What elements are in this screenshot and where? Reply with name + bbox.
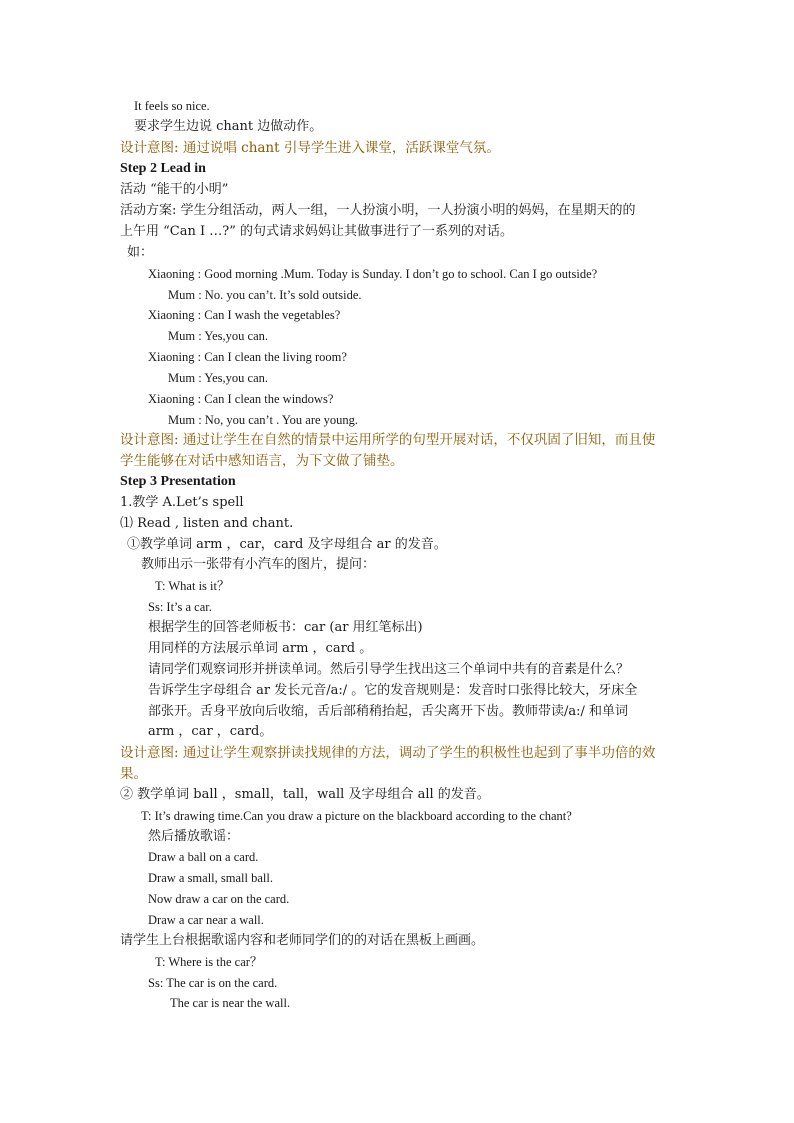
dialogue-line: Xiaoning : Can I clean the living room? xyxy=(148,350,347,364)
activity-plan-line-2: 上午用 “Can I …?” 的句式请求妈妈让其做事进行了一系列的对话。 xyxy=(120,224,513,239)
step2-heading: Step 2 Lead in xyxy=(120,161,206,176)
activity-plan-line-1: 活动方案: 学生分组活动，两人一组，一人扮演小明，一人扮演小明的妈妈，在星期天的的 xyxy=(120,203,636,218)
drawing-instruction: 请学生上台根据歌谣内容和老师同学们的的对话在黑板上画画。 xyxy=(120,933,485,948)
dialogue-line: T: It’s drawing time.Can you draw a picture on the blackboard according to the chant? xyxy=(141,809,572,823)
dialogue-line: Xiaoning : Can I wash the vegetables? xyxy=(148,308,341,322)
item-2-title: ② 教学单词 ball ，small，tall，wall 及字母组合 all 的发音。 xyxy=(120,787,490,802)
section-title: 1.教学 A.Let’s spell xyxy=(120,495,244,510)
dialogue-line: Mum : Yes,you can. xyxy=(168,371,269,385)
design-intent-3-line-1: 设计意图: 通过让学生观察拼读找规律的方法，调动了学生的积极性也起到了事半功倍的效 xyxy=(120,745,656,761)
chant-line: Now draw a car on the card. xyxy=(148,892,290,906)
dialogue-line: Mum : No. you can’t. It’s sold outside. xyxy=(168,288,362,302)
observe-line: 请同学们观察词形并拼读单词。然后引导学生找出这三个单词中共有的音素是什么？ xyxy=(148,662,630,677)
chant-line: Draw a small, small ball. xyxy=(148,871,273,885)
dialogue-line: T: Where is the car？ xyxy=(155,955,263,969)
item-1-title: ①教学单词 arm ，car，card 及字母组合 ar 的发音。 xyxy=(127,537,447,552)
instruction-line: 要求学生边说 chant 边做动作。 xyxy=(134,119,323,134)
example-label: 如： xyxy=(127,245,154,260)
dialogue-line: Xiaoning : Good morning .Mum. Today is Sunday. I don’t go to school. Can I go outside? xyxy=(148,267,598,281)
design-intent-2-line-2: 学生能够在对话中感知语言，为下文做了铺垫。 xyxy=(120,453,404,469)
chant-line: Draw a car near a wall. xyxy=(148,913,264,927)
dialogue-line: Mum : Yes,you can. xyxy=(168,329,269,343)
step3-heading: Step 3 Presentation xyxy=(120,474,236,489)
dialogue-line: T: What is it？ xyxy=(155,579,230,593)
rule-line-2: 部张开。舌身平放向后收缩，舌后部稍稍抬起，舌尖离开下齿。教师带读/a:/ 和单词 xyxy=(148,704,629,719)
dialogue-line: Mum : No, you can’t . You are young. xyxy=(168,413,359,427)
method-line: 用同样的方法展示单词 arm ，card 。 xyxy=(148,641,373,656)
activity-title: 活动 “能干的小明” xyxy=(120,182,229,197)
board-note: 根据学生的回答老师板书：car (ar 用红笔标出) xyxy=(148,620,423,635)
dialogue-line: Ss: The car is on the card. xyxy=(148,976,278,990)
chant-line: It feels so nice. xyxy=(134,99,210,113)
teacher-action: 教师出示一张带有小汽车的图片，提问： xyxy=(141,557,376,572)
play-chant-line: 然后播放歌谣： xyxy=(148,829,240,844)
dialogue-line: Xiaoning : Can I clean the windows? xyxy=(148,392,334,406)
chant-line: Draw a ball on a card. xyxy=(148,850,259,864)
subsection-title: ⑴ Read , listen and chant. xyxy=(120,516,294,531)
rule-line-3: arm ，car ，card。 xyxy=(148,724,273,739)
design-intent-3-line-2: 果。 xyxy=(120,766,147,782)
dialogue-line: Ss: It’s a car. xyxy=(148,600,212,614)
rule-line-1: 告诉学生字母组合 ar 发长元音/a:/ 。它的发音规则是：发音时口张得比较大，牙床全 xyxy=(148,683,638,698)
dialogue-line: The car is near the wall. xyxy=(170,996,291,1010)
design-intent-2-line-1: 设计意图: 通过让学生在自然的情景中运用所学的句型开展对话，不仅巩固了旧知，而且使 xyxy=(120,432,656,448)
design-intent-1: 设计意图: 通过说唱 chant 引导学生进入课堂，活跃课堂气氛。 xyxy=(120,140,500,156)
